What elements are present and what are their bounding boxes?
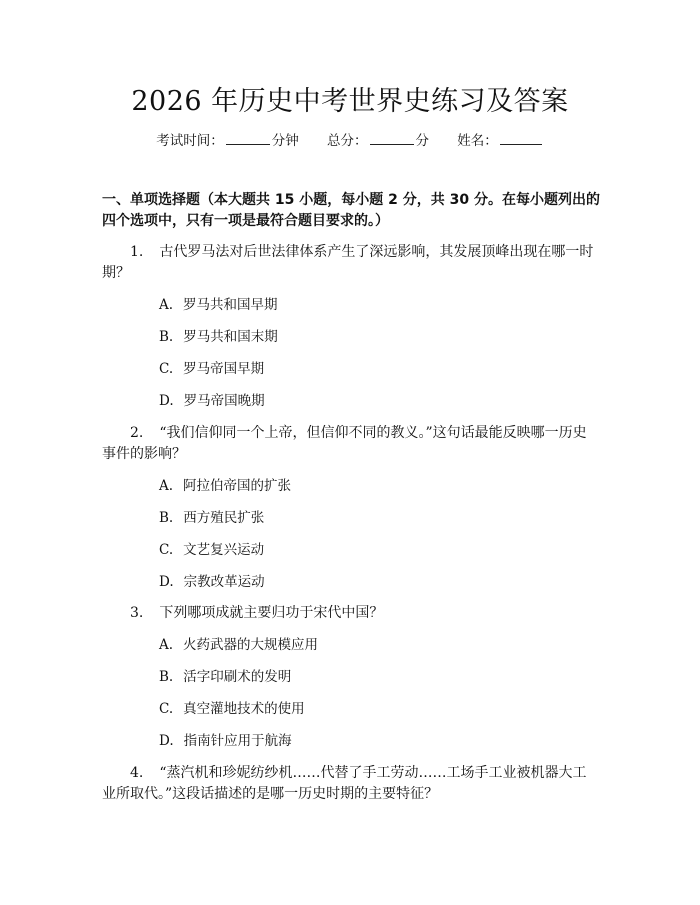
question-3-option-b[interactable]	[159, 667, 291, 687]
question-3	[102, 603, 600, 624]
question-number: 2.	[130, 425, 144, 441]
option-text: 阿拉伯帝国的扩张	[183, 478, 292, 494]
option-text: 活字印刷术的发明	[183, 669, 292, 685]
option-letter: D.	[159, 393, 174, 409]
question-number: 3.	[130, 605, 144, 621]
option-text: 火药武器的大规模应用	[183, 637, 319, 653]
question-1	[102, 242, 600, 284]
question-4	[102, 763, 600, 805]
option-letter: D.	[159, 733, 174, 749]
option-letter: A.	[159, 478, 174, 494]
time-field	[156, 133, 303, 149]
option-letter: C.	[159, 361, 174, 377]
question-1-option-d[interactable]	[159, 391, 265, 411]
option-text: 指南针应用于航海	[183, 733, 292, 749]
question-number: 4.	[130, 765, 144, 781]
score-blank[interactable]	[370, 132, 414, 145]
question-3-option-c[interactable]	[159, 699, 305, 719]
option-text: 罗马帝国晚期	[183, 393, 265, 409]
time-unit: 分钟	[271, 133, 299, 149]
option-text: 罗马共和国早期	[183, 297, 278, 313]
score-field	[327, 133, 433, 149]
question-stem: “我们信仰同一个上帝，但信仰不同的教义。”这句话最能反映哪一历史事件的影响？	[102, 425, 587, 462]
name-label: 姓名：	[457, 133, 498, 149]
question-2	[102, 423, 600, 465]
question-1-option-b[interactable]	[159, 327, 278, 347]
exam-info-line	[0, 131, 700, 151]
question-3-option-a[interactable]	[159, 635, 318, 655]
score-label: 总分：	[327, 133, 368, 149]
option-letter: C.	[159, 701, 174, 717]
option-text: 罗马共和国末期	[183, 329, 278, 345]
option-text: 真空灌地技术的使用	[183, 701, 305, 717]
question-stem: 古代罗马法对后世法律体系产生了深远影响，其发展顶峰出现在哪一时期？	[102, 244, 594, 281]
page-title: 2026 年历史中考世界史练习及答案	[131, 86, 569, 117]
question-2-option-d[interactable]	[159, 572, 265, 592]
option-letter: D.	[159, 574, 174, 590]
option-text: 宗教改革运动	[183, 574, 265, 590]
question-2-option-b[interactable]	[159, 508, 264, 528]
name-field	[457, 133, 544, 149]
option-letter: B.	[159, 669, 174, 685]
question-1-option-a[interactable]	[159, 295, 278, 315]
option-letter: B.	[159, 510, 174, 526]
time-label: 考试时间：	[156, 133, 224, 149]
question-1-option-c[interactable]	[159, 359, 264, 379]
option-letter: A.	[159, 637, 174, 653]
section-heading: 一、单项选择题（本大题共 15 小题，每小题 2 分，共 30 分。在每小题列出的四个选项中，只有一项是最符合题目要求的。）	[102, 192, 600, 229]
option-text: 西方殖民扩张	[183, 510, 265, 526]
question-stem: 下列哪项成就主要归功于宋代中国？	[159, 605, 384, 621]
question-2-option-c[interactable]	[159, 540, 264, 560]
option-letter: C.	[159, 542, 174, 558]
name-blank[interactable]	[500, 132, 542, 145]
question-number: 1.	[130, 244, 144, 260]
question-3-option-d[interactable]	[159, 731, 292, 751]
score-unit: 分	[415, 133, 429, 149]
time-blank[interactable]	[226, 132, 270, 145]
option-letter: A.	[159, 297, 174, 313]
question-stem: “蒸汽机和珍妮纺纱机……代替了手工劳动……工场手工业被机器大工业所取代。”这段话描述的是哪一历史时期的主要特征？	[102, 765, 587, 802]
option-text: 罗马帝国早期	[183, 361, 265, 377]
option-text: 文艺复兴运动	[183, 542, 265, 558]
question-2-option-a[interactable]	[159, 476, 291, 496]
option-letter: B.	[159, 329, 174, 345]
